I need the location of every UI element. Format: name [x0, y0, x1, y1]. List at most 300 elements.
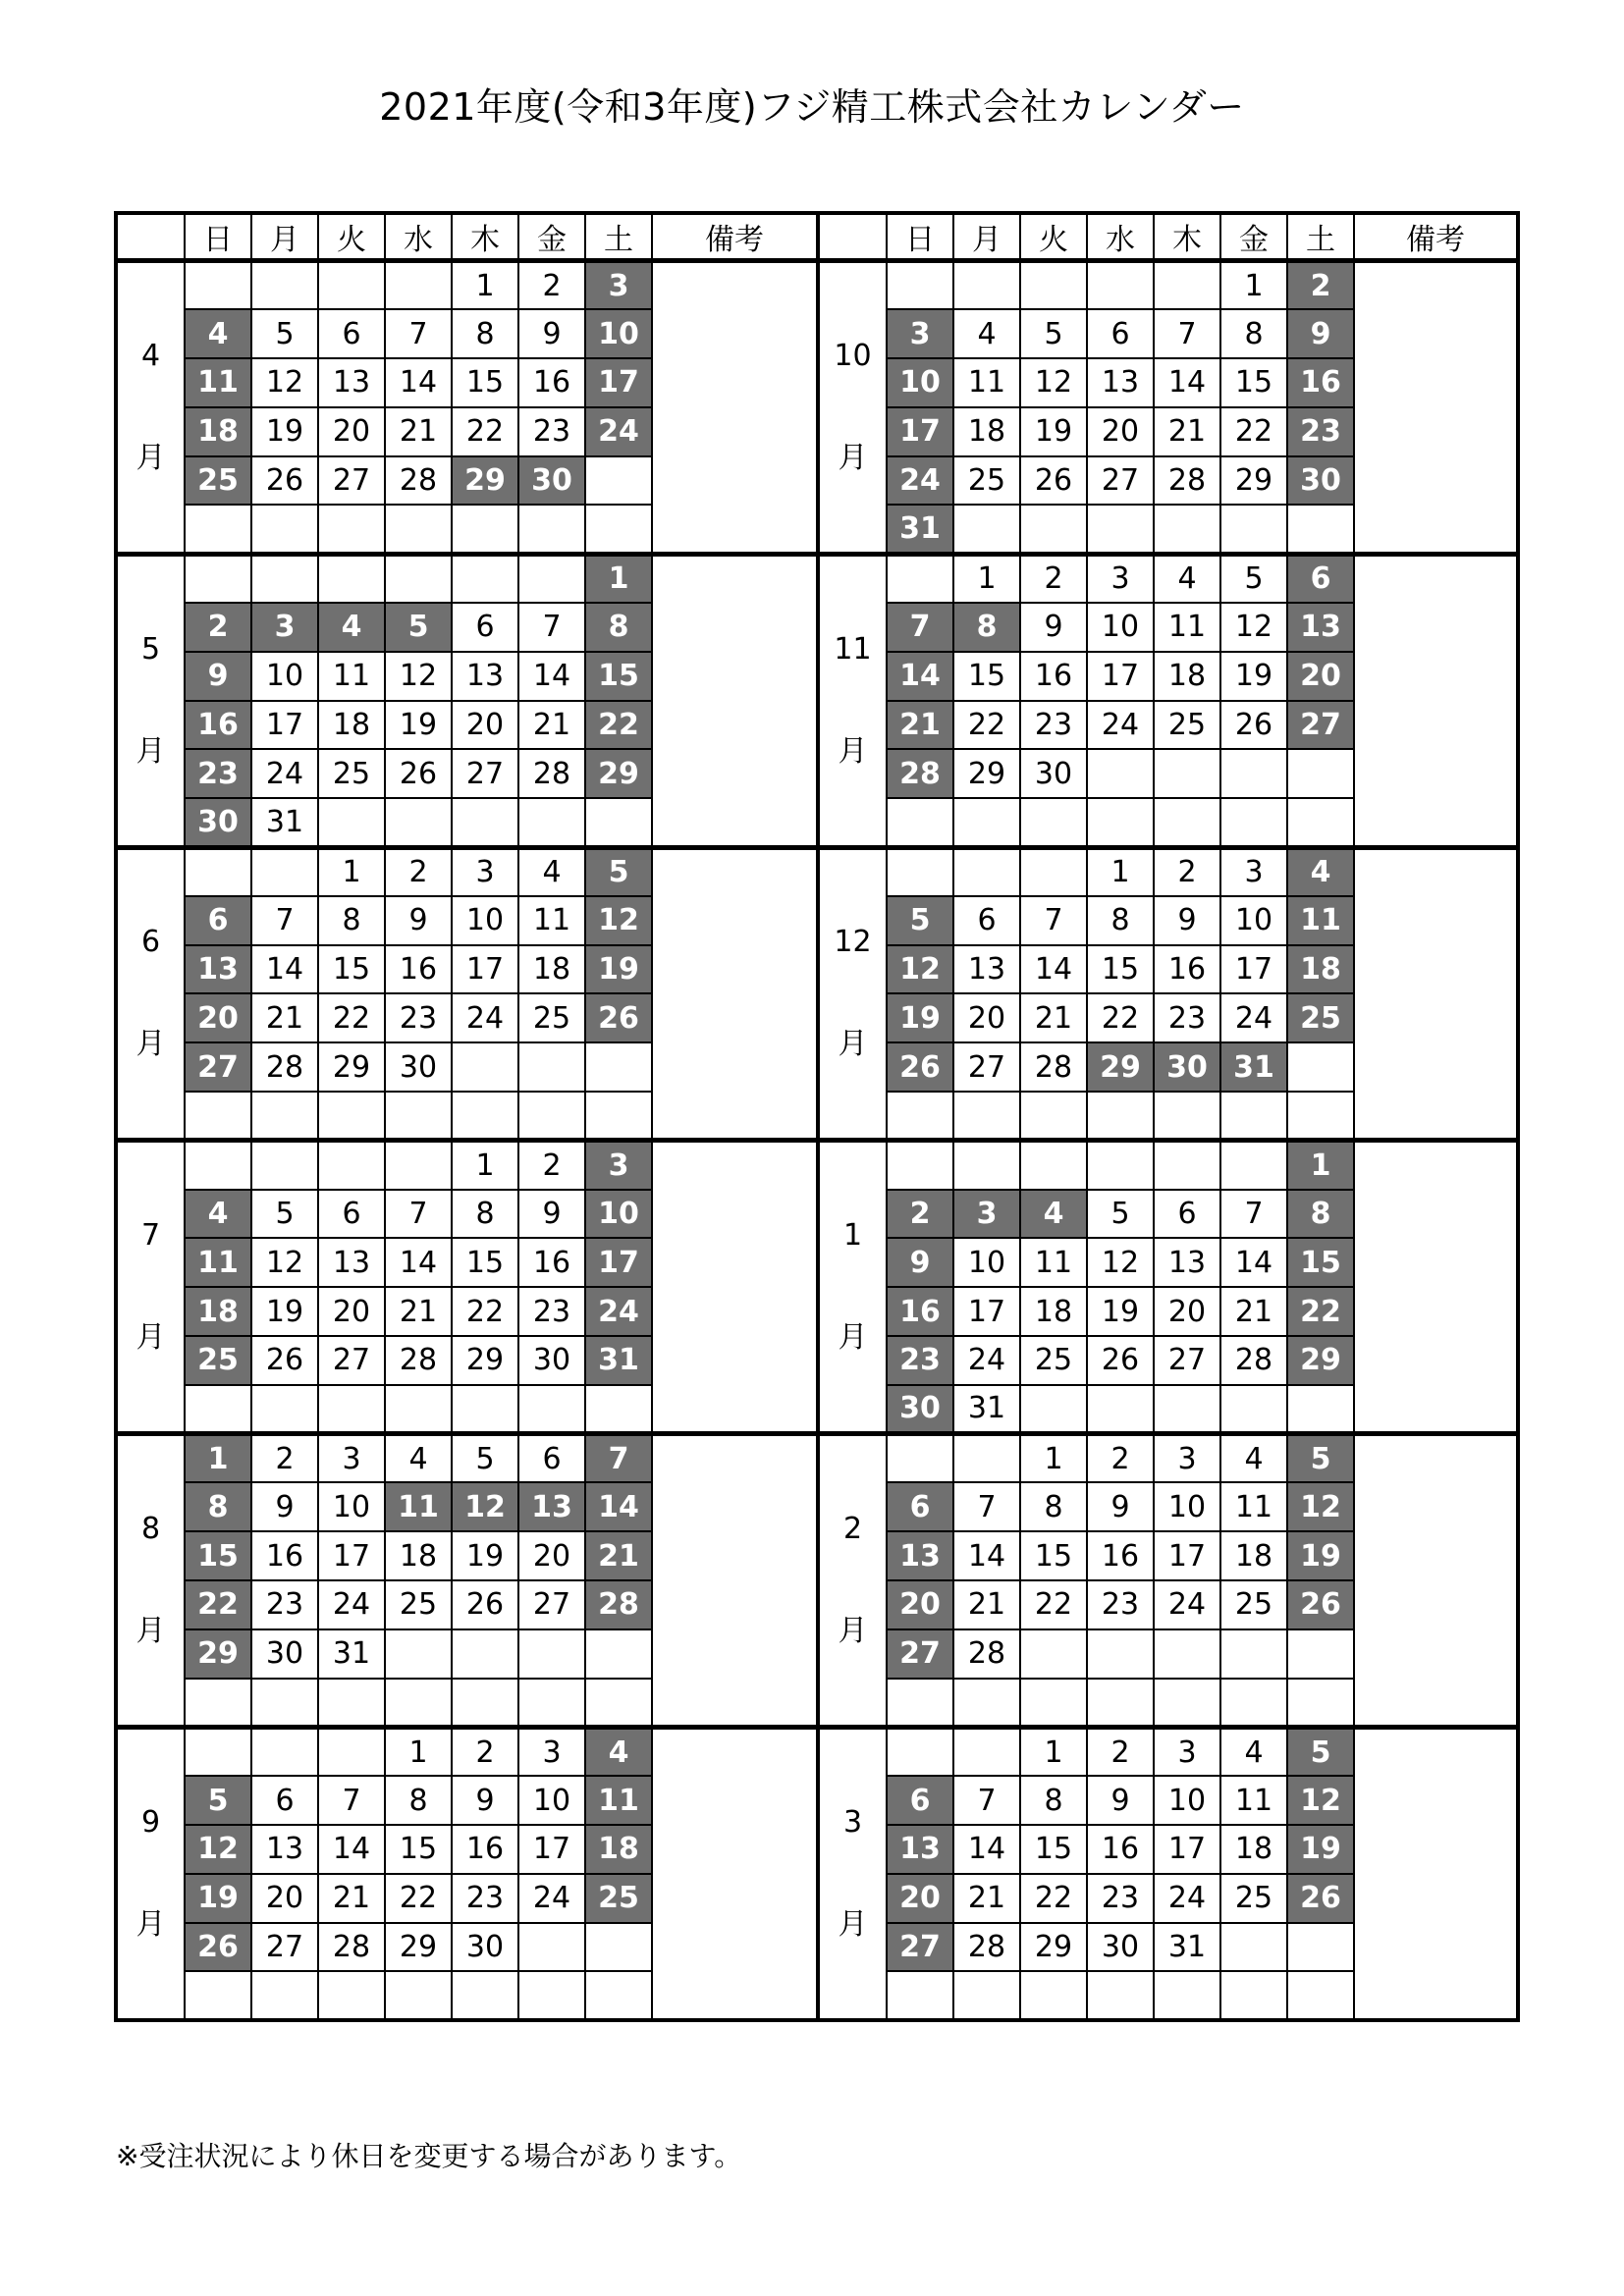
day-cell: 28 — [1020, 1042, 1087, 1092]
day-cell — [385, 1629, 452, 1679]
week-row — [116, 1141, 1518, 1190]
month-number: 4 — [140, 338, 161, 373]
holiday-cell: 12 — [1287, 1776, 1354, 1825]
day-cell: 27 — [518, 1580, 585, 1629]
day-cell: 12 — [1087, 1238, 1154, 1287]
day-cell — [518, 1385, 585, 1434]
day-cell — [318, 1971, 385, 2020]
day-cell — [887, 1092, 953, 1141]
month-label — [818, 1727, 887, 2020]
day-cell: 26 — [251, 456, 318, 506]
footnote: ※受注状況により休日を変更する場合があります。 — [116, 2140, 742, 2172]
day-cell: 8 — [1020, 1776, 1087, 1825]
notes-cell — [652, 261, 818, 555]
day-cell — [318, 1141, 385, 1190]
holiday-cell: 8 — [953, 603, 1020, 652]
day-cell — [1087, 1679, 1154, 1728]
day-cell — [1154, 1679, 1220, 1728]
day-cell: 6 — [318, 1190, 385, 1239]
weekday-header: 水 — [1087, 213, 1154, 261]
day-cell — [518, 1629, 585, 1679]
day-cell — [318, 1385, 385, 1434]
day-cell: 22 — [1020, 1580, 1087, 1629]
holiday-cell: 13 — [887, 1531, 953, 1580]
weekday-header: 月 — [251, 213, 318, 261]
day-cell: 26 — [385, 749, 452, 798]
day-cell: 4 — [1154, 554, 1220, 603]
day-cell: 28 — [953, 1923, 1020, 1972]
day-cell: 24 — [318, 1580, 385, 1629]
day-cell: 12 — [385, 652, 452, 701]
day-cell: 24 — [1154, 1874, 1220, 1923]
weekday-header: 金 — [518, 213, 585, 261]
month-label-gap — [820, 382, 886, 433]
day-cell: 15 — [1087, 945, 1154, 994]
day-cell: 7 — [385, 309, 452, 358]
holiday-cell: 26 — [1287, 1874, 1354, 1923]
day-cell: 8 — [1087, 896, 1154, 945]
day-cell: 27 — [953, 1042, 1020, 1092]
day-cell: 6 — [953, 896, 1020, 945]
day-cell: 29 — [385, 1923, 452, 1972]
day-cell: 16 — [1087, 1825, 1154, 1874]
holiday-cell: 10 — [585, 309, 652, 358]
day-cell — [318, 554, 385, 603]
holiday-cell: 30 — [1287, 456, 1354, 506]
holiday-cell: 31 — [585, 1336, 652, 1385]
day-cell: 17 — [251, 701, 318, 750]
month-unit: 月 — [135, 440, 166, 475]
month-label — [116, 1141, 185, 1434]
day-cell: 15 — [1020, 1825, 1087, 1874]
holiday-cell: 4 — [1020, 1190, 1087, 1239]
day-cell — [953, 1141, 1020, 1190]
day-cell: 12 — [251, 358, 318, 407]
holiday-cell: 29 — [585, 749, 652, 798]
day-cell — [887, 554, 953, 603]
day-cell — [185, 1141, 251, 1190]
day-cell: 9 — [452, 1776, 518, 1825]
day-cell — [1020, 1092, 1087, 1141]
holiday-cell: 10 — [585, 1190, 652, 1239]
day-cell — [251, 847, 318, 896]
holiday-cell: 28 — [887, 749, 953, 798]
day-cell — [518, 1042, 585, 1092]
month-unit: 月 — [838, 1027, 868, 1062]
day-cell: 17 — [452, 945, 518, 994]
day-cell: 9 — [1020, 603, 1087, 652]
holiday-cell: 24 — [585, 407, 652, 456]
day-cell — [251, 261, 318, 310]
day-cell — [518, 1092, 585, 1141]
holiday-cell: 27 — [887, 1923, 953, 1972]
day-cell — [1154, 505, 1220, 554]
day-cell: 6 — [318, 309, 385, 358]
holiday-cell: 17 — [887, 407, 953, 456]
day-cell — [1220, 1092, 1287, 1141]
day-cell — [1154, 1092, 1220, 1141]
weekday-header: 土 — [1287, 213, 1354, 261]
holiday-cell: 16 — [1287, 358, 1354, 407]
day-cell — [251, 1727, 318, 1776]
day-cell: 10 — [251, 652, 318, 701]
day-cell: 16 — [251, 1531, 318, 1580]
holiday-cell: 6 — [887, 1776, 953, 1825]
day-cell — [385, 1141, 452, 1190]
day-cell: 24 — [1220, 993, 1287, 1042]
day-cell: 6 — [452, 603, 518, 652]
holiday-cell: 27 — [1287, 701, 1354, 750]
day-cell: 22 — [1020, 1874, 1087, 1923]
month-label — [818, 554, 887, 847]
day-cell — [1087, 1971, 1154, 2020]
notes-cell — [1354, 261, 1518, 555]
holiday-cell: 2 — [887, 1190, 953, 1239]
day-cell: 18 — [385, 1531, 452, 1580]
day-cell: 24 — [1087, 701, 1154, 750]
day-cell — [518, 1923, 585, 1972]
holiday-cell: 13 — [887, 1825, 953, 1874]
day-cell: 7 — [1020, 896, 1087, 945]
day-cell: 11 — [1220, 1776, 1287, 1825]
day-cell: 23 — [452, 1874, 518, 1923]
day-cell: 15 — [318, 945, 385, 994]
day-cell: 19 — [1220, 652, 1287, 701]
day-cell: 28 — [1154, 456, 1220, 506]
day-cell: 5 — [251, 1190, 318, 1239]
day-cell — [585, 1042, 652, 1092]
day-cell: 25 — [1154, 701, 1220, 750]
day-cell: 12 — [1020, 358, 1087, 407]
day-cell: 28 — [518, 749, 585, 798]
notes-cell — [1354, 847, 1518, 1141]
holiday-cell: 29 — [452, 456, 518, 506]
day-cell: 14 — [953, 1531, 1020, 1580]
holiday-cell: 1 — [1287, 1141, 1354, 1190]
day-cell — [251, 1971, 318, 2020]
day-cell: 23 — [1020, 701, 1087, 750]
day-cell — [1020, 1385, 1087, 1434]
holiday-cell: 29 — [185, 1629, 251, 1679]
weekday-header: 日 — [185, 213, 251, 261]
day-cell: 28 — [318, 1923, 385, 1972]
day-cell — [1087, 505, 1154, 554]
day-cell: 21 — [385, 1287, 452, 1336]
day-cell — [1154, 1141, 1220, 1190]
day-cell — [585, 456, 652, 506]
holiday-cell: 6 — [185, 896, 251, 945]
holiday-cell: 12 — [1287, 1482, 1354, 1531]
notes-header: 備考 — [1354, 213, 1518, 261]
holiday-cell: 15 — [1287, 1238, 1354, 1287]
holiday-cell: 3 — [887, 309, 953, 358]
day-cell — [1154, 798, 1220, 847]
holiday-cell: 22 — [1287, 1287, 1354, 1336]
day-cell — [518, 1679, 585, 1728]
day-cell: 3 — [518, 1727, 585, 1776]
weekday-header: 火 — [1020, 213, 1087, 261]
day-cell — [1087, 1629, 1154, 1679]
holiday-cell: 7 — [887, 603, 953, 652]
holiday-cell: 30 — [887, 1385, 953, 1434]
day-cell: 21 — [1020, 993, 1087, 1042]
day-cell: 30 — [518, 1336, 585, 1385]
day-cell — [251, 1679, 318, 1728]
notes-cell — [652, 847, 818, 1141]
day-cell — [385, 554, 452, 603]
holiday-cell: 28 — [585, 1580, 652, 1629]
holiday-cell: 5 — [385, 603, 452, 652]
day-cell — [518, 1971, 585, 2020]
day-cell: 21 — [251, 993, 318, 1042]
day-cell — [318, 1679, 385, 1728]
day-cell: 22 — [1220, 407, 1287, 456]
day-cell: 17 — [1220, 945, 1287, 994]
day-cell: 23 — [518, 407, 585, 456]
day-cell: 11 — [518, 896, 585, 945]
header-corner — [818, 213, 887, 261]
month-unit: 月 — [135, 1320, 166, 1356]
day-cell: 16 — [518, 1238, 585, 1287]
day-cell: 4 — [1220, 1727, 1287, 1776]
day-cell — [318, 261, 385, 310]
day-cell — [185, 1092, 251, 1141]
day-cell: 30 — [1020, 749, 1087, 798]
day-cell — [1154, 749, 1220, 798]
notes-cell — [1354, 554, 1518, 847]
day-cell: 2 — [518, 261, 585, 310]
day-cell: 7 — [1220, 1190, 1287, 1239]
day-cell: 12 — [251, 1238, 318, 1287]
day-cell: 14 — [518, 652, 585, 701]
day-cell: 2 — [1154, 847, 1220, 896]
day-cell: 14 — [1154, 358, 1220, 407]
day-cell: 1 — [1220, 261, 1287, 310]
day-cell: 10 — [1154, 1482, 1220, 1531]
holiday-cell: 31 — [1220, 1042, 1287, 1092]
month-number: 7 — [140, 1218, 161, 1254]
day-cell: 15 — [452, 1238, 518, 1287]
day-cell — [1020, 798, 1087, 847]
day-cell — [251, 1092, 318, 1141]
day-cell: 3 — [1154, 1434, 1220, 1483]
holiday-cell: 3 — [585, 261, 652, 310]
day-cell: 30 — [452, 1923, 518, 1972]
day-cell — [1220, 1923, 1287, 1972]
day-cell — [1287, 1923, 1354, 1972]
day-cell — [185, 1727, 251, 1776]
day-cell: 23 — [251, 1580, 318, 1629]
day-cell: 9 — [1154, 896, 1220, 945]
holiday-cell: 13 — [185, 945, 251, 994]
holiday-cell: 11 — [385, 1482, 452, 1531]
notes-cell — [652, 554, 818, 847]
day-cell: 8 — [385, 1776, 452, 1825]
day-cell — [251, 1141, 318, 1190]
day-cell: 24 — [251, 749, 318, 798]
day-cell — [1020, 505, 1087, 554]
holiday-cell: 12 — [887, 945, 953, 994]
notes-cell — [1354, 1727, 1518, 2020]
day-cell: 13 — [318, 358, 385, 407]
day-cell: 8 — [452, 1190, 518, 1239]
day-cell — [318, 798, 385, 847]
holiday-cell: 8 — [585, 603, 652, 652]
month-number: 8 — [140, 1512, 161, 1547]
day-cell: 18 — [1220, 1531, 1287, 1580]
day-cell: 30 — [385, 1042, 452, 1092]
day-cell: 2 — [1087, 1434, 1154, 1483]
month-number: 12 — [834, 925, 872, 960]
day-cell: 26 — [1087, 1336, 1154, 1385]
month-label-gap — [820, 1848, 886, 1899]
day-cell: 19 — [1087, 1287, 1154, 1336]
month-unit: 月 — [838, 1907, 868, 1943]
day-cell: 21 — [953, 1874, 1020, 1923]
holiday-cell: 27 — [887, 1629, 953, 1679]
holiday-cell: 5 — [585, 847, 652, 896]
holiday-cell: 4 — [585, 1727, 652, 1776]
day-cell: 29 — [953, 749, 1020, 798]
day-cell: 10 — [1087, 603, 1154, 652]
holiday-cell: 25 — [185, 1336, 251, 1385]
day-cell: 27 — [1087, 456, 1154, 506]
notes-header: 備考 — [652, 213, 818, 261]
day-cell — [1287, 1971, 1354, 2020]
day-cell: 14 — [953, 1825, 1020, 1874]
holiday-cell: 3 — [953, 1190, 1020, 1239]
day-cell — [1287, 749, 1354, 798]
day-cell — [185, 261, 251, 310]
day-cell: 13 — [953, 945, 1020, 994]
day-cell: 4 — [953, 309, 1020, 358]
day-cell — [953, 1679, 1020, 1728]
day-cell: 25 — [518, 993, 585, 1042]
notes-cell — [1354, 1141, 1518, 1434]
holiday-cell: 4 — [185, 309, 251, 358]
day-cell: 21 — [1220, 1287, 1287, 1336]
day-cell: 9 — [518, 309, 585, 358]
month-number: 6 — [140, 925, 161, 960]
month-label-gap — [118, 675, 184, 726]
day-cell: 13 — [1154, 1238, 1220, 1287]
day-cell: 18 — [1154, 652, 1220, 701]
day-cell: 25 — [1220, 1874, 1287, 1923]
month-unit: 月 — [838, 1320, 868, 1356]
day-cell: 8 — [452, 309, 518, 358]
day-cell — [1087, 261, 1154, 310]
day-cell: 24 — [953, 1336, 1020, 1385]
day-cell: 2 — [1087, 1727, 1154, 1776]
day-cell: 1 — [385, 1727, 452, 1776]
day-cell: 22 — [452, 1287, 518, 1336]
day-cell — [1220, 1971, 1287, 2020]
day-cell — [452, 1679, 518, 1728]
holiday-cell: 21 — [585, 1531, 652, 1580]
holiday-cell: 16 — [887, 1287, 953, 1336]
holiday-cell: 18 — [185, 407, 251, 456]
day-cell: 7 — [518, 603, 585, 652]
day-cell — [953, 1971, 1020, 2020]
day-cell: 20 — [318, 1287, 385, 1336]
holiday-cell: 17 — [585, 358, 652, 407]
holiday-cell: 9 — [1287, 309, 1354, 358]
day-cell: 23 — [1154, 993, 1220, 1042]
holiday-cell: 14 — [887, 652, 953, 701]
holiday-cell: 22 — [585, 701, 652, 750]
month-number: 1 — [842, 1218, 863, 1254]
day-cell — [1087, 798, 1154, 847]
notes-cell — [652, 1141, 818, 1434]
day-cell: 29 — [1020, 1923, 1087, 1972]
day-cell: 17 — [1154, 1825, 1220, 1874]
holiday-cell: 5 — [1287, 1727, 1354, 1776]
day-cell: 19 — [452, 1531, 518, 1580]
holiday-cell: 29 — [1287, 1336, 1354, 1385]
day-cell — [585, 798, 652, 847]
week-row — [116, 261, 1518, 310]
day-cell — [452, 798, 518, 847]
day-cell: 20 — [1087, 407, 1154, 456]
holiday-cell: 1 — [585, 554, 652, 603]
holiday-cell: 6 — [887, 1482, 953, 1531]
day-cell — [1020, 261, 1087, 310]
holiday-cell: 22 — [185, 1580, 251, 1629]
day-cell: 6 — [1087, 309, 1154, 358]
holiday-cell: 16 — [185, 701, 251, 750]
day-cell: 13 — [1087, 358, 1154, 407]
day-cell — [385, 261, 452, 310]
day-cell — [953, 798, 1020, 847]
day-cell: 14 — [385, 1238, 452, 1287]
holiday-cell: 11 — [585, 1776, 652, 1825]
day-cell — [185, 847, 251, 896]
day-cell — [1020, 1629, 1087, 1679]
day-cell: 19 — [385, 701, 452, 750]
day-cell — [953, 261, 1020, 310]
month-label — [116, 1727, 185, 2020]
day-cell: 27 — [318, 456, 385, 506]
day-cell: 17 — [1087, 652, 1154, 701]
day-cell: 10 — [518, 1776, 585, 1825]
month-label — [116, 261, 185, 555]
holiday-cell: 13 — [518, 1482, 585, 1531]
month-number: 11 — [834, 631, 872, 667]
month-label-gap — [118, 1555, 184, 1606]
day-cell — [887, 1679, 953, 1728]
day-cell: 16 — [1020, 652, 1087, 701]
day-cell: 10 — [1154, 1776, 1220, 1825]
day-cell: 18 — [1020, 1287, 1087, 1336]
holiday-cell: 14 — [585, 1482, 652, 1531]
day-cell: 11 — [318, 652, 385, 701]
day-cell — [887, 847, 953, 896]
holiday-cell: 4 — [318, 603, 385, 652]
header-row — [116, 213, 1518, 261]
day-cell: 9 — [518, 1190, 585, 1239]
day-cell — [452, 1385, 518, 1434]
day-cell: 26 — [452, 1580, 518, 1629]
day-cell — [1154, 261, 1220, 310]
day-cell — [1220, 1385, 1287, 1434]
holiday-cell: 3 — [585, 1141, 652, 1190]
day-cell: 31 — [318, 1629, 385, 1679]
day-cell: 28 — [385, 456, 452, 506]
holiday-cell: 26 — [887, 1042, 953, 1092]
day-cell — [1220, 749, 1287, 798]
day-cell: 18 — [1220, 1825, 1287, 1874]
holiday-cell: 25 — [585, 1874, 652, 1923]
